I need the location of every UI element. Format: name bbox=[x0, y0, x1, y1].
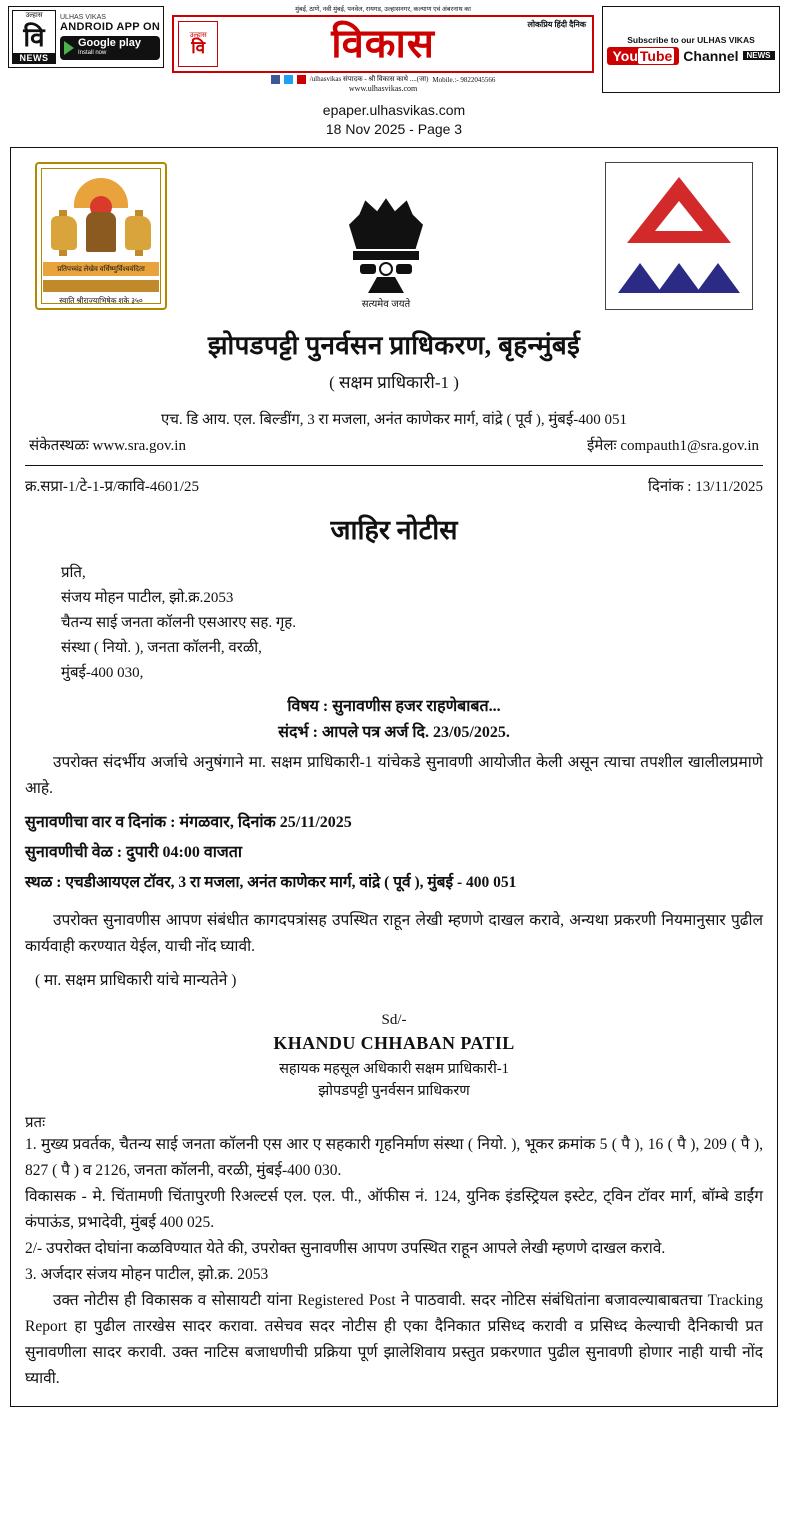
youtube-tube-label: Tube bbox=[639, 47, 673, 64]
horse-icon bbox=[396, 264, 412, 274]
youtube-channel-label: Channel bbox=[683, 47, 739, 64]
notice-date: दिनांक : 13/11/2025 bbox=[647, 479, 763, 495]
youtube-row[interactable] bbox=[607, 47, 774, 65]
copies-label: प्रतः bbox=[25, 1115, 46, 1131]
reference-row bbox=[25, 476, 763, 496]
notice-heading: जाहिर नोटीस bbox=[330, 515, 458, 545]
organization-address: एच. डि आय. एल. बिल्डींग, 3 रा मजला, अनंत काणेकर मार्ग, वांद्रे ( पूर्व ), मुंबई-400 051 bbox=[161, 412, 627, 428]
youtube-you-label: You bbox=[612, 47, 638, 64]
vikas-badge-big: वि bbox=[191, 38, 206, 57]
logo-mid-text: वि bbox=[23, 21, 45, 52]
email-value[interactable]: compauth1@sra.gov.in bbox=[620, 438, 759, 454]
email-block bbox=[587, 435, 759, 455]
emblem-row bbox=[25, 158, 763, 312]
hearing-date-line: सुनावणीचा वार व दिनांक : मंगळवार, दिनांक 25/11/2025 bbox=[25, 814, 352, 831]
google-play-button[interactable] bbox=[60, 36, 160, 60]
ulhas-vikas-logo-icon bbox=[12, 10, 56, 64]
vikas-title: विकास bbox=[331, 21, 435, 66]
reference-number: क्र.सप्रा-1/टे-1-प्र/कावि-4601/25 bbox=[25, 479, 200, 495]
coverage-line: मुंबई, ठाणे, नवी मुंबई, पनवेल, रायगड, उल्हासनगर, कल्याण एवं अंबरनाथ का bbox=[295, 6, 471, 13]
by-order-line: ( मा. सक्षम प्राधिकारी यांचे मान्यतेने ) bbox=[35, 972, 237, 989]
masthead bbox=[0, 0, 788, 95]
divider bbox=[25, 465, 763, 466]
signer-designation-2: झोपडपट्टी पुनर्वसन प्राधिकरण bbox=[318, 1083, 470, 1099]
subject-line: विषय : सुनावणीस हजर राहणेबाबत... bbox=[287, 698, 501, 715]
social-strip bbox=[170, 73, 596, 84]
masthead-right-ad[interactable] bbox=[602, 6, 780, 93]
vikas-badge-top: उल्हास bbox=[189, 31, 207, 39]
hearing-time-line: सुनावणीची वेळ : दुपारी 04:00 वाजता bbox=[25, 844, 243, 861]
epaper-site: epaper.ulhasvikas.com bbox=[322, 102, 466, 118]
social-handle: /ulhasvikas संपादक - श्री विकास काथे ....(जा) bbox=[309, 75, 429, 83]
india-emblem bbox=[340, 162, 432, 310]
sra-logo-emblem bbox=[605, 162, 753, 310]
addressee-line: संस्था ( नियो. ), जनता कॉलनी, वरळी, bbox=[61, 640, 262, 656]
body-paragraph-1: उपरोक्त संदर्भीय अर्जाचे अनुषंगाने मा. सक्षम प्राधिकारी-1 यांचेकडे सुनावणी आयोजीत केली असून त्याचा तपशील खालीलप्रमाणे आहे. bbox=[25, 754, 763, 797]
android-app-block bbox=[60, 14, 160, 60]
organization-title: झोपडपट्टी पुनर्वसन प्राधिकरण, बृहन्मुंबई bbox=[207, 331, 581, 360]
twitter-icon[interactable] bbox=[284, 75, 293, 84]
subscribe-label: Subscribe to our ULHAS VIKAS bbox=[627, 34, 755, 45]
public-notice-box bbox=[10, 147, 778, 1407]
masthead-left-ad[interactable] bbox=[8, 6, 164, 68]
maharashtra-seal-icon bbox=[35, 162, 167, 310]
logo-top-text: उल्हास bbox=[25, 12, 43, 19]
vikas-nameplate bbox=[172, 15, 594, 73]
mobile-number: Mobile.:- 9822045566 bbox=[432, 75, 496, 84]
to-label: प्रति, bbox=[61, 565, 86, 581]
bull-icon bbox=[360, 264, 376, 274]
seal-band-text: प्रतिपच्चंद्र लेखेव वर्धिष्णुर्विश्ववंदिता bbox=[57, 265, 145, 273]
addressee-line: चैतन्य साई जनता कॉलनी एसआरए सह. गृह. bbox=[61, 615, 296, 631]
copy-item: 2/- उपरोक्त दोघांना कळविण्यात येते की, उपरोक्त सुनावणीस आपण उपस्थित राहून आपले लेखी म्हणणे दाखल करावे. bbox=[25, 1240, 666, 1257]
vikas-badge-icon bbox=[178, 21, 218, 67]
logo-news-label: NEWS bbox=[13, 53, 55, 63]
copy-item: विकासक - मे. चिंतामणी चिंतापुरणी रिअल्टर्स एल. एल. पी., ऑफीस नं. 124, युनिक इंडस्ट्रियल इस्टेट, ट्विन टॉवर मार्ग, बॉम्बे डाईंग कंपाऊंड, प्रभादेवी, मुंबई 400 025. bbox=[25, 1188, 763, 1231]
reference-line: संदर्भ : आपले पत्र अर्ज दि. 23/05/2025. bbox=[278, 724, 510, 741]
gplay-label: Google play bbox=[78, 37, 141, 49]
body-paragraph-2: उपरोक्त सुनावणीस आपण संबंधीत कागदपत्रांसह उपस्थित राहून लेखी म्हणणे दाखल करावे, अन्यथा प्रकरणी नियमानुसार पुढील कार्यवाही करण्यात येईल, याची नोंद घ्यावी. bbox=[25, 912, 763, 955]
brand-label: ULHAS VIKAS bbox=[60, 14, 106, 21]
closing-paragraph: उक्त नोटीस ही विकासक व सोसायटी यांना Registered Post ने पाठवावी. सदर नोटिस संबंधितांना बजावल्याबाबतचा Tracking Report हा पुढील तारखेस सादर करावा. तसेचव सदर नोटीस ही एका दैनिकात प्रसिध्द करावी व प्रसिध्द केल्याची दैनिकाची प्रत सुनावणीला सादर करावी. उक्त नाटिस बजाधणीची प्रक्रिया पूर्ण झालेशिवाय प्रस्तुत प्रकरणात पुढील सुनावणी होणार नाही याची नोंद घ्यावी. bbox=[25, 1292, 763, 1387]
masthead-center bbox=[170, 6, 596, 93]
email-label: ईमेलः bbox=[587, 438, 617, 454]
website-value[interactable]: www.sra.gov.in bbox=[92, 438, 186, 454]
signer-designation-1: सहायक महसूल अधिकारी सक्षम प्राधिकारी-1 bbox=[279, 1061, 509, 1077]
website-url: www.ulhasvikas.com bbox=[348, 84, 418, 93]
signature-sd: Sd/- bbox=[381, 1012, 407, 1028]
vikas-tagline: लोकप्रिय हिंदी दैनिक bbox=[527, 20, 586, 29]
youtube-icon[interactable] bbox=[297, 75, 306, 84]
epaper-caption bbox=[0, 95, 788, 147]
right-news-label: NEWS bbox=[743, 51, 775, 60]
organization-subtitle: ( सक्षम प्राधिकारी-1 ) bbox=[329, 373, 459, 392]
sra-logo-icon bbox=[605, 162, 753, 310]
signer-name: KHANDU CHHABAN PATIL bbox=[273, 1033, 515, 1053]
seal-caption: स्वाति श्रीराज्याभिषेक शके ३५० bbox=[59, 296, 143, 305]
india-motto: सत्यमेव जयते bbox=[361, 299, 411, 310]
ashoka-chakra-icon bbox=[379, 262, 393, 276]
copy-item: 3. अर्जदार संजय मोहन पाटील, झो.क्र. 2053 bbox=[25, 1266, 269, 1283]
organization-contact-row bbox=[25, 435, 763, 455]
copy-item: 1. मुख्य प्रवर्तक, चैतन्य साई जनता कॉलनी एस आर ए सहकारी गृहनिर्माण संस्था ( नियो. ), भूकर क्रमांक 5 ( पै ), 16 ( पै ), 209 ( पै ), 827 ( पै ) व 2126, जनता कॉलनी, वरळी, मुंबई-400 030. bbox=[25, 1136, 763, 1179]
addressee-line: मुंबई-400 030, bbox=[61, 665, 144, 681]
play-triangle-icon bbox=[64, 41, 74, 55]
website-block bbox=[29, 435, 186, 455]
ashoka-lion-capital-icon bbox=[340, 162, 432, 310]
maharashtra-seal-emblem bbox=[35, 162, 167, 310]
facebook-icon[interactable] bbox=[271, 75, 280, 84]
epaper-date-page: 18 Nov 2025 - Page 3 bbox=[325, 121, 463, 137]
android-title: ANDROID APP ON bbox=[60, 21, 161, 33]
addressee-line: संजय मोहन पाटील, झो.क्र.2053 bbox=[61, 590, 234, 606]
hearing-place-line: स्थळ : एचडीआयएल टॉवर, 3 रा मजला, अनंत काणेकर मार्ग, वांद्रे ( पूर्व ), मुंबई - 400 051 bbox=[25, 874, 517, 891]
gplay-sublabel: Install now bbox=[78, 50, 107, 56]
youtube-badge-icon bbox=[607, 47, 679, 65]
addressee-block bbox=[25, 561, 763, 686]
website-label: संकेतस्थळः bbox=[29, 438, 89, 454]
